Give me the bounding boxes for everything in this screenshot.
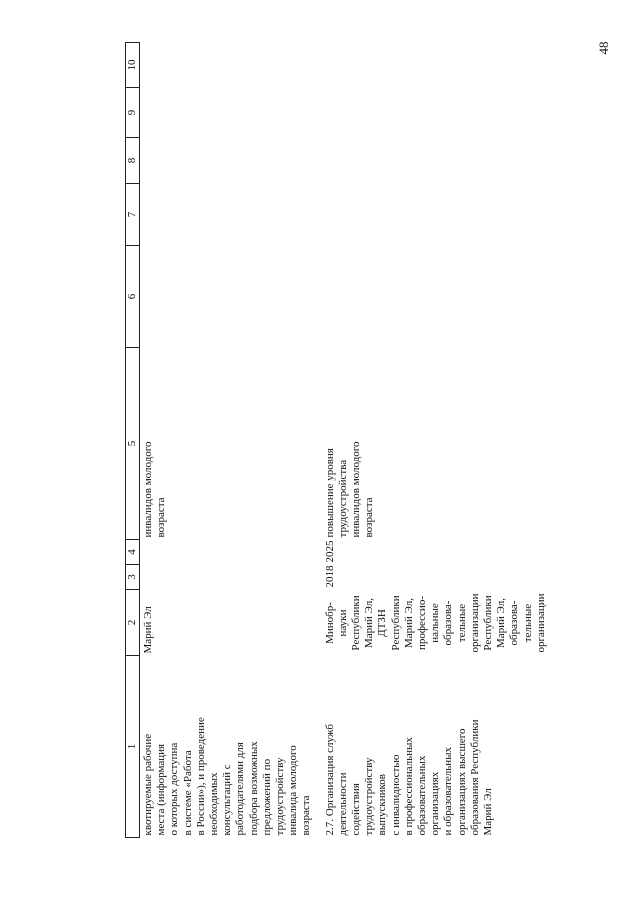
empty-cell xyxy=(322,88,556,138)
column-header: 8 xyxy=(126,138,140,184)
executor-cell xyxy=(140,590,322,656)
executor-line: организации xyxy=(534,593,547,653)
event-line: образовательных xyxy=(416,755,429,836)
column-header: 2 xyxy=(126,590,140,656)
column-header: 1 xyxy=(126,656,140,838)
result-line: повышение уровня xyxy=(323,448,336,538)
event-line: консультаций с xyxy=(221,764,234,836)
header-row xyxy=(126,43,140,838)
column-header: 7 xyxy=(126,184,140,246)
result-cell xyxy=(140,348,322,540)
empty-cell xyxy=(140,184,322,246)
executor-cell xyxy=(322,590,556,656)
event-line: инвалида молодого xyxy=(287,745,300,836)
executor-line: тельные xyxy=(521,603,534,643)
executor-line: профессио- xyxy=(416,596,429,650)
event-cell xyxy=(140,656,322,838)
event-line: квотируемые рабочие xyxy=(142,733,154,836)
column-header: 6 xyxy=(126,246,140,348)
event-line: подбора возможных xyxy=(247,741,260,836)
result-line: инвалидов молодого xyxy=(350,441,363,538)
event-line: выпускников xyxy=(376,774,389,836)
event-line: организациях высшего xyxy=(455,728,468,836)
event-line: возраста xyxy=(300,795,313,836)
event-cell xyxy=(322,656,556,838)
start-year-cell xyxy=(140,565,322,590)
page-number: 48 xyxy=(596,41,611,55)
executor-line: ДТЗН xyxy=(376,609,389,637)
event-line: в России»), и проведение xyxy=(194,717,207,836)
empty-cell xyxy=(140,246,322,348)
start-year-cell: 2018 xyxy=(323,565,336,588)
empty-cell xyxy=(140,88,322,138)
executor-line: науки xyxy=(336,609,349,637)
event-line: о которых доступна xyxy=(168,742,181,836)
executor-line: образова- xyxy=(442,600,455,646)
empty-cell xyxy=(140,43,322,88)
event-line: предложений по xyxy=(260,758,273,836)
executor-line: Республики xyxy=(350,595,363,651)
event-line: деятельности xyxy=(336,772,349,836)
column-header: 9 xyxy=(126,88,140,138)
program-table xyxy=(125,42,556,838)
empty-cell xyxy=(322,246,556,348)
column-header: 5 xyxy=(126,348,140,540)
column-header: 3 xyxy=(126,565,140,590)
event-line: и образовательных xyxy=(442,746,455,836)
event-line: образования Республики xyxy=(468,719,481,836)
event-line: в профессиональных xyxy=(402,737,415,836)
empty-cell xyxy=(140,138,322,184)
event-line: трудоустройству xyxy=(363,757,376,836)
empty-cell xyxy=(322,138,556,184)
column-header: 10 xyxy=(126,43,140,88)
result-line: инвалидов молодого xyxy=(142,441,154,538)
event-line: организациях xyxy=(429,771,442,836)
empty-cell xyxy=(322,184,556,246)
executor-line: Республики xyxy=(389,595,402,651)
result-line: трудоустройства xyxy=(336,459,349,538)
event-line: необходимых xyxy=(208,772,221,836)
event-line: трудоустройству xyxy=(274,757,287,836)
event-line: Марий Эл xyxy=(482,788,495,836)
event-line: в системе «Работа xyxy=(181,750,194,836)
executor-line: Марий Эл xyxy=(142,606,154,654)
rotated-table-sheet xyxy=(125,43,570,838)
executor-line: организации xyxy=(468,593,481,653)
result-line: возраста xyxy=(363,497,376,538)
end-year-cell: 2025 xyxy=(323,540,336,563)
executor-line: нальные xyxy=(429,603,442,643)
event-line: содействия xyxy=(350,783,363,836)
executor-line: образова- xyxy=(508,600,521,646)
executor-line: Минобр- xyxy=(323,602,336,644)
executor-line: тельные xyxy=(455,603,468,643)
table-row xyxy=(140,43,322,838)
table-row xyxy=(322,43,556,838)
event-line: места (информация xyxy=(155,743,168,836)
result-cell xyxy=(322,348,556,540)
column-header: 4 xyxy=(126,540,140,565)
event-line: с инвалидностью xyxy=(389,754,402,836)
event-line: работодателями для xyxy=(234,742,247,836)
end-year-cell xyxy=(140,540,322,565)
executor-line: Марий Эл, xyxy=(495,597,508,649)
executor-line: Марий Эл, xyxy=(363,597,376,649)
executor-line: Марий Эл, xyxy=(402,597,415,649)
executor-line: Республики xyxy=(482,595,495,651)
event-line: 2.7. Организация служб xyxy=(323,724,336,836)
result-line: возраста xyxy=(155,497,168,538)
empty-cell xyxy=(322,43,556,88)
